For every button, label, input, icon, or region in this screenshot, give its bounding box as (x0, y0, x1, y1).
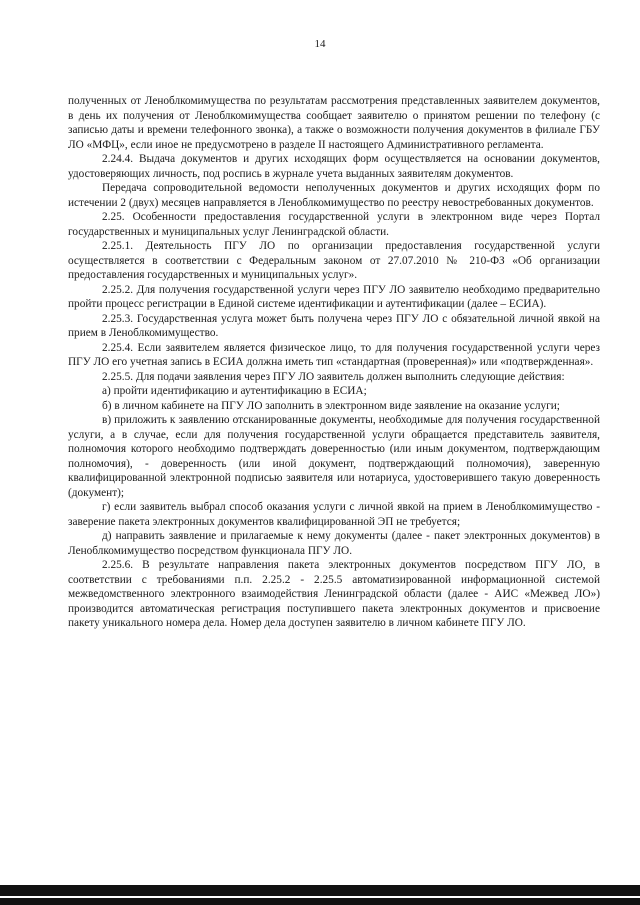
list-item: б) в личном кабинете на ПГУ ЛО заполнить в электронном виде заявление на оказание услуги; (102, 399, 560, 412)
list-item: а) пройти идентификацию и аутентификацию в ЕСИА; (102, 385, 367, 397)
paragraph: Передача сопроводительной ведомости неполученных документов и других исходящих форм по истечении 2 (двух) месяцев направляется в Леноблкомимущество по реестру невостребованных документов. (68, 182, 600, 209)
page-number: 14 (314, 38, 326, 50)
paragraph: полученных от Леноблкомимущества по результатам рассмотрения представленных заявителем документов, в день их получения от Леноблкомимущества сообщает заявителю о принятом решении по телефону (с записью даты и времени телефонного звонка), а также о возможности получения документов в филиале ГБУ ЛО «МФЦ», если иное не предусмотрено в разделе II настоящего Административного регламента. (68, 95, 600, 151)
paragraph: 2.25.6. В результате направления пакета электронных документов посредством ПГУ ЛО, в соответствии с требованиями п.п. 2.25.2 - 2.25.5 автоматизированной информационной системой межведомственного электронного взаимодействия Ленинградской области (далее - АИС «Межвед ЛО») производится автоматическая регистрация поступившего пакета электронных документов и присвоение пакету уникального номера дела. Номер дела доступен заявителю в личном кабинете ПГУ ЛО. (68, 559, 600, 629)
list-item: д) направить заявление и прилагаемые к нему документы (далее - пакет электронных документов) в Леноблкомимущество посредством функционала ПГУ ЛО. (68, 530, 600, 557)
paragraph: 2.25.1. Деятельность ПГУ ЛО по организации предоставления государственной услуги осуществляется в соответствии с Федеральным законом от 27.07.2010 № 210-ФЗ «Об организации предоставления государственных и муниципальных услуг». (68, 240, 600, 281)
list-item: в) приложить к заявлению отсканированные документы, необходимые для получения государственной услуги, а в случае, если для получения государственной услуги обращается представитель заявителя, полномочия которого необходимо подтверждать доверенностью (или иным документом, подтверждающим полномочия), - доверенность (или иной документ, подтверждающий полномочия), заверенную квалифицированной электронной подписью заявителя или нотариуса, удостоверившего такую доверенность (документ); (68, 414, 600, 499)
paragraph: 2.25.4. Если заявителем является физическое лицо, то для получения государственной услуги через ПГУ ЛО его учетная запись в ЕСИА должна иметь тип «стандартная (проверенная)» или «подтвержденная». (68, 341, 600, 368)
scan-edge-bar (0, 885, 640, 905)
paragraph: 2.25.2. Для получения государственной услуги через ПГУ ЛО заявителю необходимо предварительно пройти процесс регистрации в Единой системе идентификации и аутентификации (далее – ЕСИА). (68, 283, 600, 310)
paragraph: 2.25. Особенности предоставления государственной услуги в электронном виде через Портал государственных и муниципальных услуг Ленинградской области. (68, 211, 600, 238)
paragraph: 2.25.5. Для подачи заявления через ПГУ ЛО заявитель должен выполнить следующие действия: (102, 370, 565, 383)
paragraph: 2.25.3. Государственная услуга может быть получена через ПГУ ЛО с обязательной личной явкой на прием в Леноблкомимущество. (68, 312, 600, 339)
list-item: г) если заявитель выбрал способ оказания услуги с личной явкой на прием в Леноблкомимущество - заверение пакета электронных документов квалифицированной ЭП не требуется; (68, 501, 600, 528)
paragraph: 2.24.4. Выдача документов и других исходящих форм осуществляется на основании документов, удостоверяющих личность, под роспись в журнале учета выданных заявителям документов. (68, 153, 600, 180)
document-body (68, 94, 600, 631)
